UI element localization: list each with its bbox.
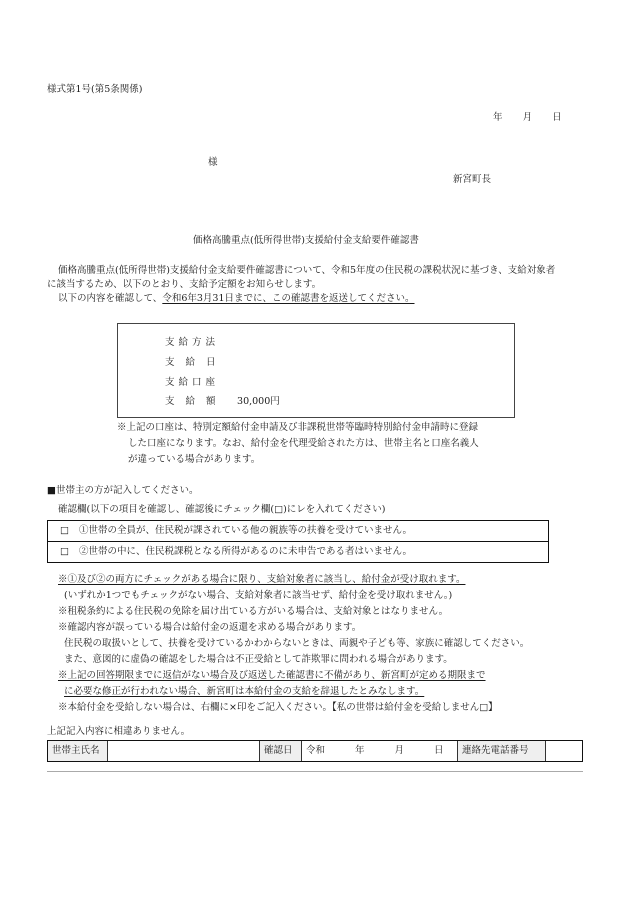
note-3c: また、意図的に虚偽の確認をした場合は不正受給として詐欺罪に問われる場合があります。 <box>64 654 453 665</box>
note-4: ※上記の回答期限までに返信がない場合及び返送した確認書に不備があり、新宮町が定める期限まで <box>58 670 486 681</box>
return-deadline: 令和6年3月31日までに、この確認書を返送してください。 <box>162 293 415 304</box>
note-3: ※確認内容が誤っている場合は給付金の返還を求める場合があります。 <box>58 622 362 633</box>
payment-amount-row <box>165 396 280 409</box>
form-number: 様式第1号(第5条関係) <box>47 84 143 95</box>
signature-statement: 上記記入内容に相違ありません。 <box>47 726 191 737</box>
intro-line-3 <box>58 293 415 306</box>
document-title: 価格高騰重点(低所得世帯)支援給付金支給要件確認書 <box>193 235 419 246</box>
note-5: ※本給付金を受給しない場合は、右欄に×印をご記入ください。【私の世帯は給付金を受給しません□】 <box>58 702 498 713</box>
confirm-date-field[interactable] <box>302 741 458 761</box>
payment-info-box <box>117 323 515 418</box>
date-line <box>493 112 562 125</box>
payment-amount-value: 30,000円 <box>237 396 280 407</box>
check-row-2 <box>48 541 548 562</box>
payment-method-label: 支給方法 <box>165 337 220 348</box>
check-box-1[interactable]: □ <box>60 524 69 536</box>
date-year: 年 <box>493 112 503 123</box>
payment-date-label: 支 給 日 <box>165 357 220 368</box>
confirm-date-label: 確認日 <box>260 741 302 761</box>
payment-method-row <box>165 337 230 350</box>
note-3b: 住民税の取扱いとして、扶養を受けているかわからないときは、両親や子ども等、家族に確認してください。 <box>64 638 530 649</box>
check-box-2[interactable]: □ <box>60 545 69 557</box>
check-row-1 <box>48 521 548 541</box>
signature-table <box>47 740 583 762</box>
payment-amount-label: 支 給 額 <box>165 396 220 407</box>
phone-label: 連絡先電話番号 <box>458 741 546 761</box>
confirmation-checklist <box>47 520 549 563</box>
householder-name-label: 世帯主氏名 <box>48 741 108 761</box>
sender: 新宮町長 <box>453 174 492 185</box>
era-label: 令和 <box>306 744 326 756</box>
intro-line-2: に該当するため、以下のとおり、支給予定額をお知らせします。 <box>47 279 322 290</box>
payment-account-row <box>165 377 230 390</box>
note-1: ※①及び②の両方にチェックがある場合に限り、支給対象者に該当し、給付金が受け取れます。 <box>58 574 466 585</box>
payment-date-row <box>165 357 230 370</box>
note-1b: (いずれか1つでもチェックがない場合、支給対象者に該当せず、給付金を受け取れません。) <box>64 590 453 601</box>
account-note-3: が違っている場合があります。 <box>128 454 261 465</box>
phone-field[interactable] <box>546 741 582 761</box>
date-month: 月 <box>522 112 533 123</box>
check-text-1: ①世帯の全員が、住民税が課されている他の親族等の扶養を受けていません。 <box>78 524 413 536</box>
year-label: 年 <box>355 744 365 756</box>
addressee-suffix: 様 <box>208 157 218 168</box>
bottom-divider <box>47 771 583 772</box>
note-2: ※租税条約による住民税の免除を届け出ている方がいる場合は、支給対象とはなりません。 <box>58 606 449 617</box>
intro-line-3-prefix: 以下の内容を確認して、 <box>58 293 163 304</box>
date-day: 日 <box>552 112 562 123</box>
householder-heading: ■世帯主の方が記入してください。 <box>47 485 199 496</box>
day-label: 日 <box>434 744 444 756</box>
account-note-2: した口座になります。なお、給付金を代理受給された方は、世帯主名と口座名義人 <box>128 438 479 449</box>
note-4b: に必要な修正が行われない場合、新宮町は本給付金の支給を辞退したとみなします。 <box>64 686 425 697</box>
month-label: 月 <box>394 744 405 756</box>
householder-name-field[interactable] <box>108 741 260 761</box>
confirm-instruction: 確認欄(以下の項目を確認し、確認後にチェック欄(□)にレを入れてください) <box>58 504 386 515</box>
intro-line-1: 価格高騰重点(低所得世帯)支援給付金支給要件確認書について、令和5年度の住民税の課税状況に基づき、支給対象者 <box>58 265 556 276</box>
account-note-1: ※上記の口座は、特別定額給付金申請及び非課税世帯等臨時特別給付金申請時に登録 <box>117 422 479 433</box>
check-text-2: ②世帯の中に、住民税課税となる所得があるのに未申告である者はいません。 <box>78 545 413 557</box>
payment-account-label: 支給口座 <box>165 377 220 388</box>
